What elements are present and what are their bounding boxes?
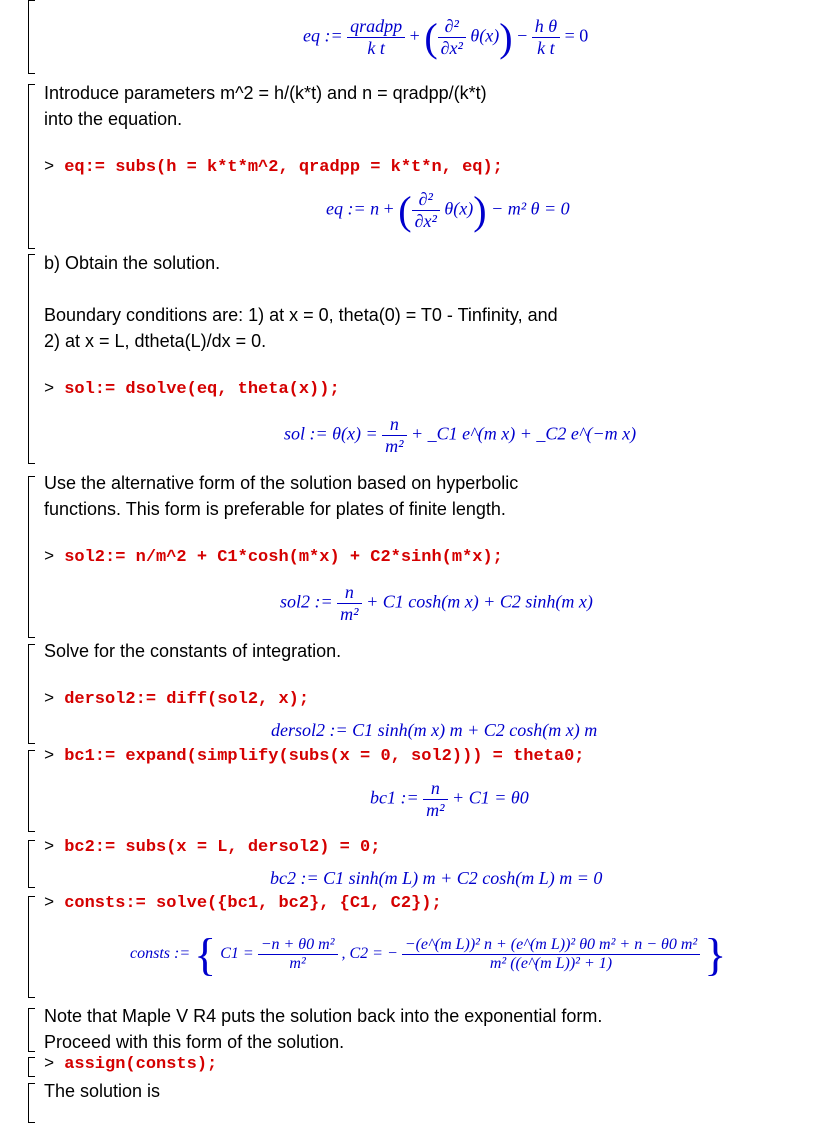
- text-line: into the equation.: [44, 109, 183, 129]
- group-bracket[interactable]: [28, 84, 35, 249]
- eq-output: eq := $\frac{\text{qradpp}}{\text{k t}}$ + ( $\frac{\text{∂²}}{\text{∂x²}}$ θ(x)) − $\frac{\text{h θ}}{\text{k t}}$ = 0: [303, 15, 589, 60]
- group-bracket[interactable]: [28, 0, 35, 74]
- bc1-output: bc1 := $\frac{n}{\text{m²}}$ + C1 = θ0: [370, 778, 529, 820]
- text-line: Introduce parameters m^2 = h/(k*t) and n = qradpp/(k*t): [44, 83, 487, 103]
- group-bracket[interactable]: [28, 1008, 35, 1052]
- group-bracket[interactable]: [28, 750, 35, 832]
- group-bracket[interactable]: [28, 644, 35, 744]
- command-input[interactable]: > assign(consts);: [44, 1055, 218, 1074]
- command-input[interactable]: > sol2:= n/m^2 + C1*cosh(m*x) + C2*sinh(m*x);: [44, 548, 503, 567]
- text-line: Note that Maple V R4 puts the solution back into the exponential form.: [44, 1006, 603, 1026]
- sol-output: sol := θ(x) = $\frac{n}{\text{m²}}$ + _C1 e^(m x) + _C2 e^(−m x): [284, 414, 637, 456]
- eq-output: eq := n + ( $\frac{\text{∂²}}{\text{∂x²}}$ θ(x)) − m² θ = 0: [326, 188, 570, 233]
- text-line: The solution is: [44, 1081, 161, 1101]
- consts-output: consts := { C1 = $\frac{\text{−n + θ0 m²}}{\text{m²}}$ , C2 = − $\frac{\text{−(e\textasciicircum{}(m L))² n + (e\textasciicircum{}(m L))² θ0 m² + n − θ0 m²}}{\text{m² ((e\textasciicircum{}(m L))² + 1)}}$ }: [130, 929, 727, 980]
- command-input[interactable]: > eq:= subs(h = k*t*m^2, qradpp = k*t*n, eq);: [44, 158, 503, 177]
- group-bracket[interactable]: [28, 896, 35, 998]
- command-input[interactable]: > bc1:= expand(simplify(subs(x = 0, sol2))) = theta0;: [44, 747, 585, 766]
- text-line: Proceed with this form of the solution.: [44, 1032, 345, 1052]
- group-bracket[interactable]: [28, 476, 35, 638]
- text-line: functions. This form is preferable for plates of finite length.: [44, 499, 506, 519]
- text-line: Use the alternative form of the solution based on hyperbolic: [44, 473, 519, 493]
- group-bracket[interactable]: [28, 1083, 35, 1123]
- text-line: b) Obtain the solution.: [44, 253, 221, 273]
- group-bracket[interactable]: [28, 840, 35, 888]
- dersol2-output: dersol2 := C1 sinh(m x) m + C2 cosh(m x) m: [271, 720, 598, 740]
- bc2-output: bc2 := C1 sinh(m L) m + C2 cosh(m L) m = 0: [270, 868, 603, 888]
- text-line: Solve for the constants of integration.: [44, 641, 342, 661]
- text-line: 2) at x = L, dtheta(L)/dx = 0.: [44, 331, 267, 351]
- text-line: Boundary conditions are: 1) at x = 0, theta(0) = T0 - Tinfinity, and: [44, 305, 558, 325]
- command-input[interactable]: > dersol2:= diff(sol2, x);: [44, 690, 310, 709]
- command-input[interactable]: > bc2:= subs(x = L, dersol2) = 0;: [44, 838, 381, 857]
- group-bracket[interactable]: [28, 254, 35, 464]
- command-input[interactable]: > sol:= dsolve(eq, theta(x));: [44, 380, 340, 399]
- group-bracket[interactable]: [28, 1057, 35, 1077]
- sol2-output: sol2 := $\frac{n}{\text{m²}}$ + C1 cosh(m x) + C2 sinh(m x): [280, 582, 593, 624]
- command-input[interactable]: > consts:= solve({bc1, bc2}, {C1, C2});: [44, 894, 442, 913]
